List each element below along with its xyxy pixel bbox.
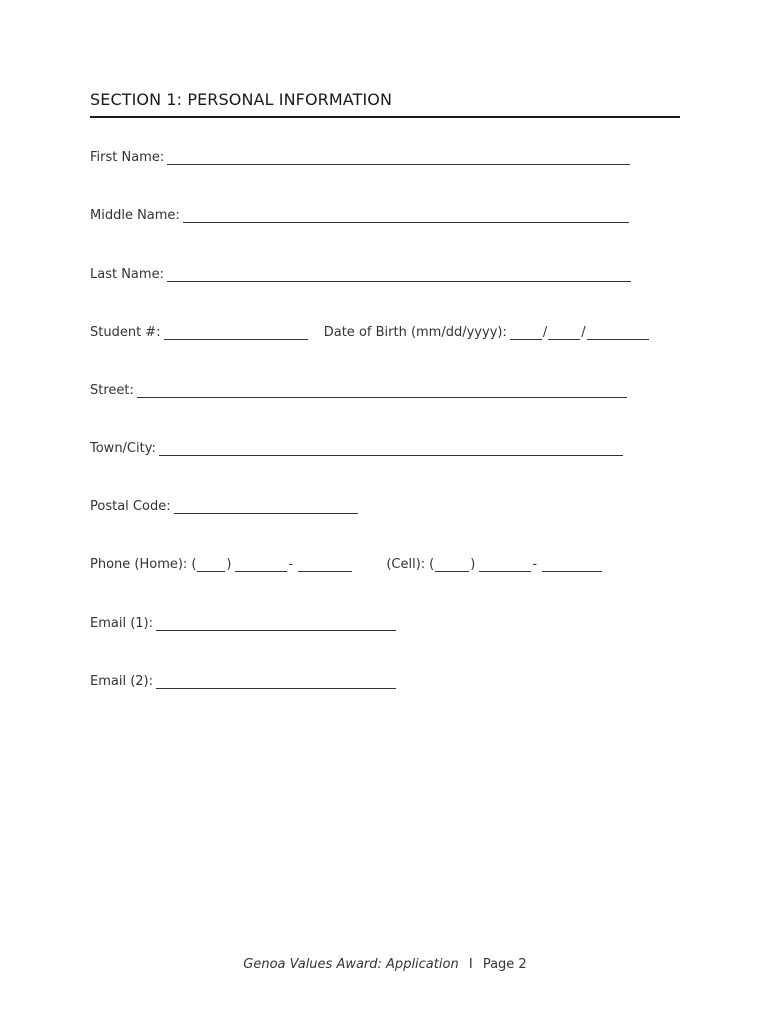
email-1-row (90, 616, 396, 631)
street-row (90, 383, 627, 398)
cell-paren-open: ( (429, 557, 435, 572)
town-city-row (90, 441, 623, 456)
cell-dash: - (532, 557, 538, 572)
phone-home-prefix-line[interactable] (235, 559, 287, 572)
page-footer (0, 957, 770, 972)
dob-year-line[interactable] (587, 327, 649, 340)
student-dob-row (90, 325, 649, 340)
email-2-label: Email (2): (90, 674, 153, 689)
phone-home-paren-close: ) (226, 557, 232, 572)
first-name-row (90, 150, 630, 165)
postal-code-row (90, 499, 358, 514)
phone-home-dash: - (288, 557, 294, 572)
middle-name-line[interactable] (183, 210, 629, 223)
dob-day-line[interactable] (548, 327, 580, 340)
town-city-line[interactable] (159, 443, 623, 456)
phone-home-number-line[interactable] (298, 559, 352, 572)
section-title: SECTION 1: PERSONAL INFORMATION (90, 90, 393, 109)
email-1-label: Email (1): (90, 616, 153, 631)
cell-paren-close: ) (470, 557, 476, 572)
street-line[interactable] (137, 385, 627, 398)
cell-prefix-line[interactable] (479, 559, 531, 572)
dob-slash-1: / (542, 325, 548, 340)
cell-area-line[interactable] (435, 559, 469, 572)
middle-name-row (90, 208, 629, 223)
street-label: Street: (90, 383, 134, 398)
first-name-line[interactable] (167, 152, 630, 165)
footer-page-number: Page 2 (482, 957, 527, 972)
footer-document-name: Genoa Values Award: Application (243, 957, 459, 972)
last-name-row (90, 267, 631, 282)
phone-row (90, 557, 602, 572)
dob-label: Date of Birth (mm/dd/yyyy): (323, 325, 507, 340)
cell-number-line[interactable] (542, 559, 602, 572)
dob-month-line[interactable] (510, 327, 542, 340)
email-2-line[interactable] (156, 676, 396, 689)
last-name-line[interactable] (167, 269, 631, 282)
phone-home-label: Phone (Home): (90, 557, 188, 572)
section-divider (90, 116, 680, 118)
footer-separator: I (468, 957, 473, 972)
postal-code-label: Postal Code: (90, 499, 171, 514)
cell-label: (Cell): (386, 557, 426, 572)
dob-slash-2: / (581, 325, 586, 340)
phone-home-area-line[interactable] (197, 559, 225, 572)
middle-name-label: Middle Name: (90, 208, 180, 223)
student-number-line[interactable] (164, 327, 308, 340)
town-city-label: Town/City: (90, 441, 156, 456)
first-name-label: First Name: (90, 150, 165, 165)
email-1-line[interactable] (156, 618, 396, 631)
student-number-label: Student #: (90, 325, 161, 340)
phone-home-paren-open: ( (191, 557, 197, 572)
email-2-row (90, 674, 396, 689)
postal-code-line[interactable] (174, 501, 358, 514)
last-name-label: Last Name: (90, 267, 164, 282)
